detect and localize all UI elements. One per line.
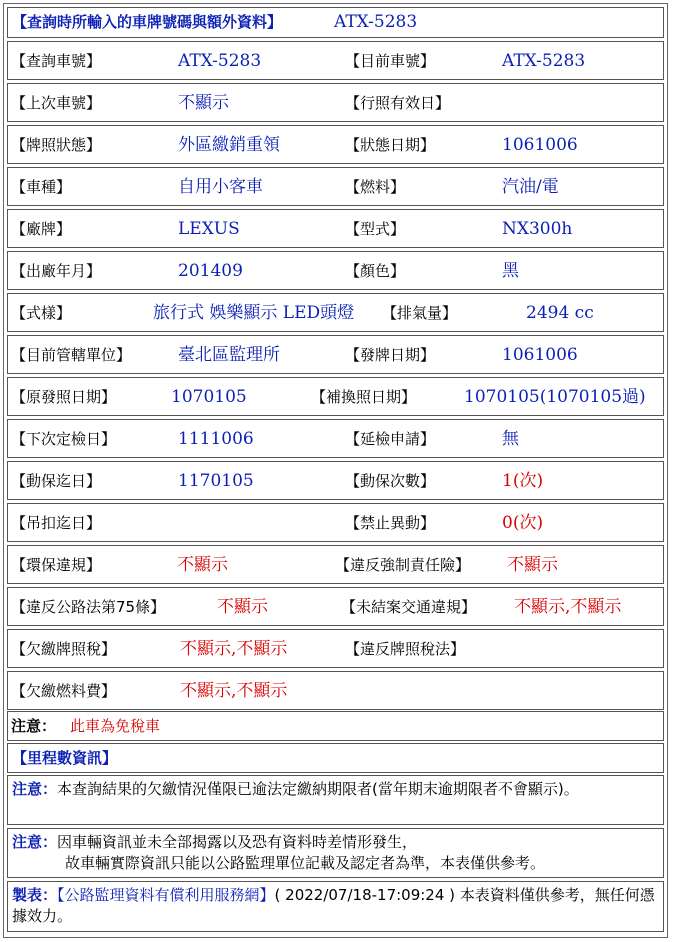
field-value: 不顯示 [507, 555, 558, 575]
field-label: 【違反強制責任險】 [335, 556, 471, 574]
field-label: 【牌照狀態】 [11, 136, 102, 154]
field-label: 【延檢申請】 [345, 430, 436, 448]
field-label: 【欠繳燃料費】 [11, 682, 117, 700]
mileage-header-row [7, 743, 664, 773]
info-row [7, 545, 664, 584]
info-row [7, 41, 664, 80]
info-row [7, 587, 664, 626]
field-label: 【違反牌照稅法】 [345, 640, 466, 658]
info-row [7, 671, 664, 710]
footer-row [7, 881, 664, 932]
field-value: ATX-5283 [502, 51, 586, 71]
field-value: 不顯示 [217, 597, 268, 617]
info-row [7, 293, 664, 332]
field-label: 【排氣量】 [382, 304, 458, 322]
field-label: 【吊扣迄日】 [11, 514, 102, 532]
info-row [7, 419, 664, 458]
field-value: LEXUS [178, 219, 240, 239]
info-row [7, 503, 664, 542]
field-value: 1061006 [502, 135, 578, 155]
field-label: 【動保次數】 [345, 472, 436, 490]
field-value: ATX-5283 [178, 51, 262, 71]
note2 [12, 832, 657, 874]
field-label: 【補換照日期】 [311, 388, 417, 406]
field-label: 【違反公路法第75條】 [11, 598, 166, 616]
field-value: 黑 [502, 261, 519, 281]
field-value: 外區繳銷重領 [178, 135, 280, 155]
field-label: 【禁止異動】 [345, 514, 436, 532]
field-label: 【型式】 [345, 220, 406, 238]
tax-note-text: 此車為免稅車 [70, 717, 161, 735]
field-value: 1061006 [502, 345, 578, 365]
note2-row [7, 828, 664, 878]
field-value: 1(次) [502, 471, 544, 491]
field-label: 【查詢車號】 [11, 52, 102, 70]
field-label: 【式樣】 [11, 304, 72, 322]
query-title-label: 【查詢時所輸入的車牌號碼與額外資料】 [12, 13, 283, 31]
field-label: 【狀態日期】 [345, 136, 436, 154]
field-value: 自用小客車 [178, 177, 263, 197]
field-label: 【行照有效日】 [345, 94, 451, 112]
field-value: 旅行式 娛樂顯示 LED頭燈 [153, 303, 355, 323]
query-title-row [7, 7, 664, 38]
field-value: 1070105 [171, 387, 247, 407]
field-value: 不顯示,不顯示 [514, 597, 622, 617]
field-label: 【燃料】 [345, 178, 406, 196]
info-row [7, 251, 664, 290]
field-label: 【環保違規】 [11, 556, 102, 574]
note1 [12, 779, 657, 800]
info-row [7, 377, 664, 416]
note2-line2: 故車輛實際資訊只能以公路監理單位記載及認定者為準，本表僅供參考。 [65, 854, 546, 872]
field-value: 1070105(1070105過) [464, 387, 646, 407]
field-label: 【目前車號】 [345, 52, 436, 70]
info-row [7, 83, 664, 122]
tax-note-label: 注意： [11, 717, 57, 735]
field-label: 【動保迄日】 [11, 472, 102, 490]
field-value: 無 [502, 429, 519, 449]
field-label: 【上次車號】 [11, 94, 102, 112]
info-row [7, 335, 664, 374]
footer-label: 製表： [12, 886, 58, 904]
info-row [7, 125, 664, 164]
field-label: 【顏色】 [345, 262, 406, 280]
info-row [7, 629, 664, 668]
field-value: 1111006 [178, 429, 254, 449]
field-value: 不顯示,不顯示 [180, 639, 288, 659]
field-label: 【原發照日期】 [11, 388, 117, 406]
note2-label: 注意： [12, 833, 58, 851]
info-row [7, 461, 664, 500]
field-label: 【發牌日期】 [345, 346, 436, 364]
field-value: 2494 cc [526, 303, 594, 323]
field-value: 0(次) [502, 513, 544, 533]
field-value: NX300h [502, 219, 573, 239]
footer-text: ( 2022/07/18-17:09:24 ) 本表資料僅供參考，無任何憑據效力。 [12, 886, 655, 925]
field-label: 【車種】 [11, 178, 72, 196]
note1-text: 本查詢結果的欠繳情況僅限已逾法定繳納期限者(當年期末逾期限者不會顯示)。 [57, 780, 579, 798]
note1-row [7, 775, 664, 825]
field-value: 不顯示 [177, 555, 228, 575]
tax-note-row [7, 711, 664, 741]
field-value: 1170105 [178, 471, 254, 491]
footer-note [12, 885, 657, 927]
info-row [7, 167, 664, 206]
note1-label: 注意： [12, 780, 58, 798]
field-value: 汽油/電 [502, 177, 559, 197]
field-label: 【欠繳牌照稅】 [11, 640, 117, 658]
field-value: 不顯示 [178, 93, 229, 113]
footer-site-link[interactable]: 【公路監理資料有償利用服務網】 [57, 886, 275, 904]
note2-line1: 因車輛資訊並未全部揭露以及恐有資料時差情形發生， [57, 833, 418, 851]
field-label: 【未結案交通違規】 [341, 598, 477, 616]
field-label: 【出廠年月】 [11, 262, 102, 280]
info-row [7, 209, 664, 248]
query-title-plate: ATX-5283 [334, 12, 418, 32]
field-label: 【廠牌】 [11, 220, 72, 238]
field-label: 【下次定檢日】 [11, 430, 117, 448]
mileage-header: 【里程數資訊】 [12, 749, 118, 767]
field-value: 臺北區監理所 [178, 345, 280, 365]
field-label: 【目前管轄單位】 [11, 346, 132, 364]
field-value: 不顯示,不顯示 [180, 681, 288, 701]
field-value: 201409 [178, 261, 243, 281]
